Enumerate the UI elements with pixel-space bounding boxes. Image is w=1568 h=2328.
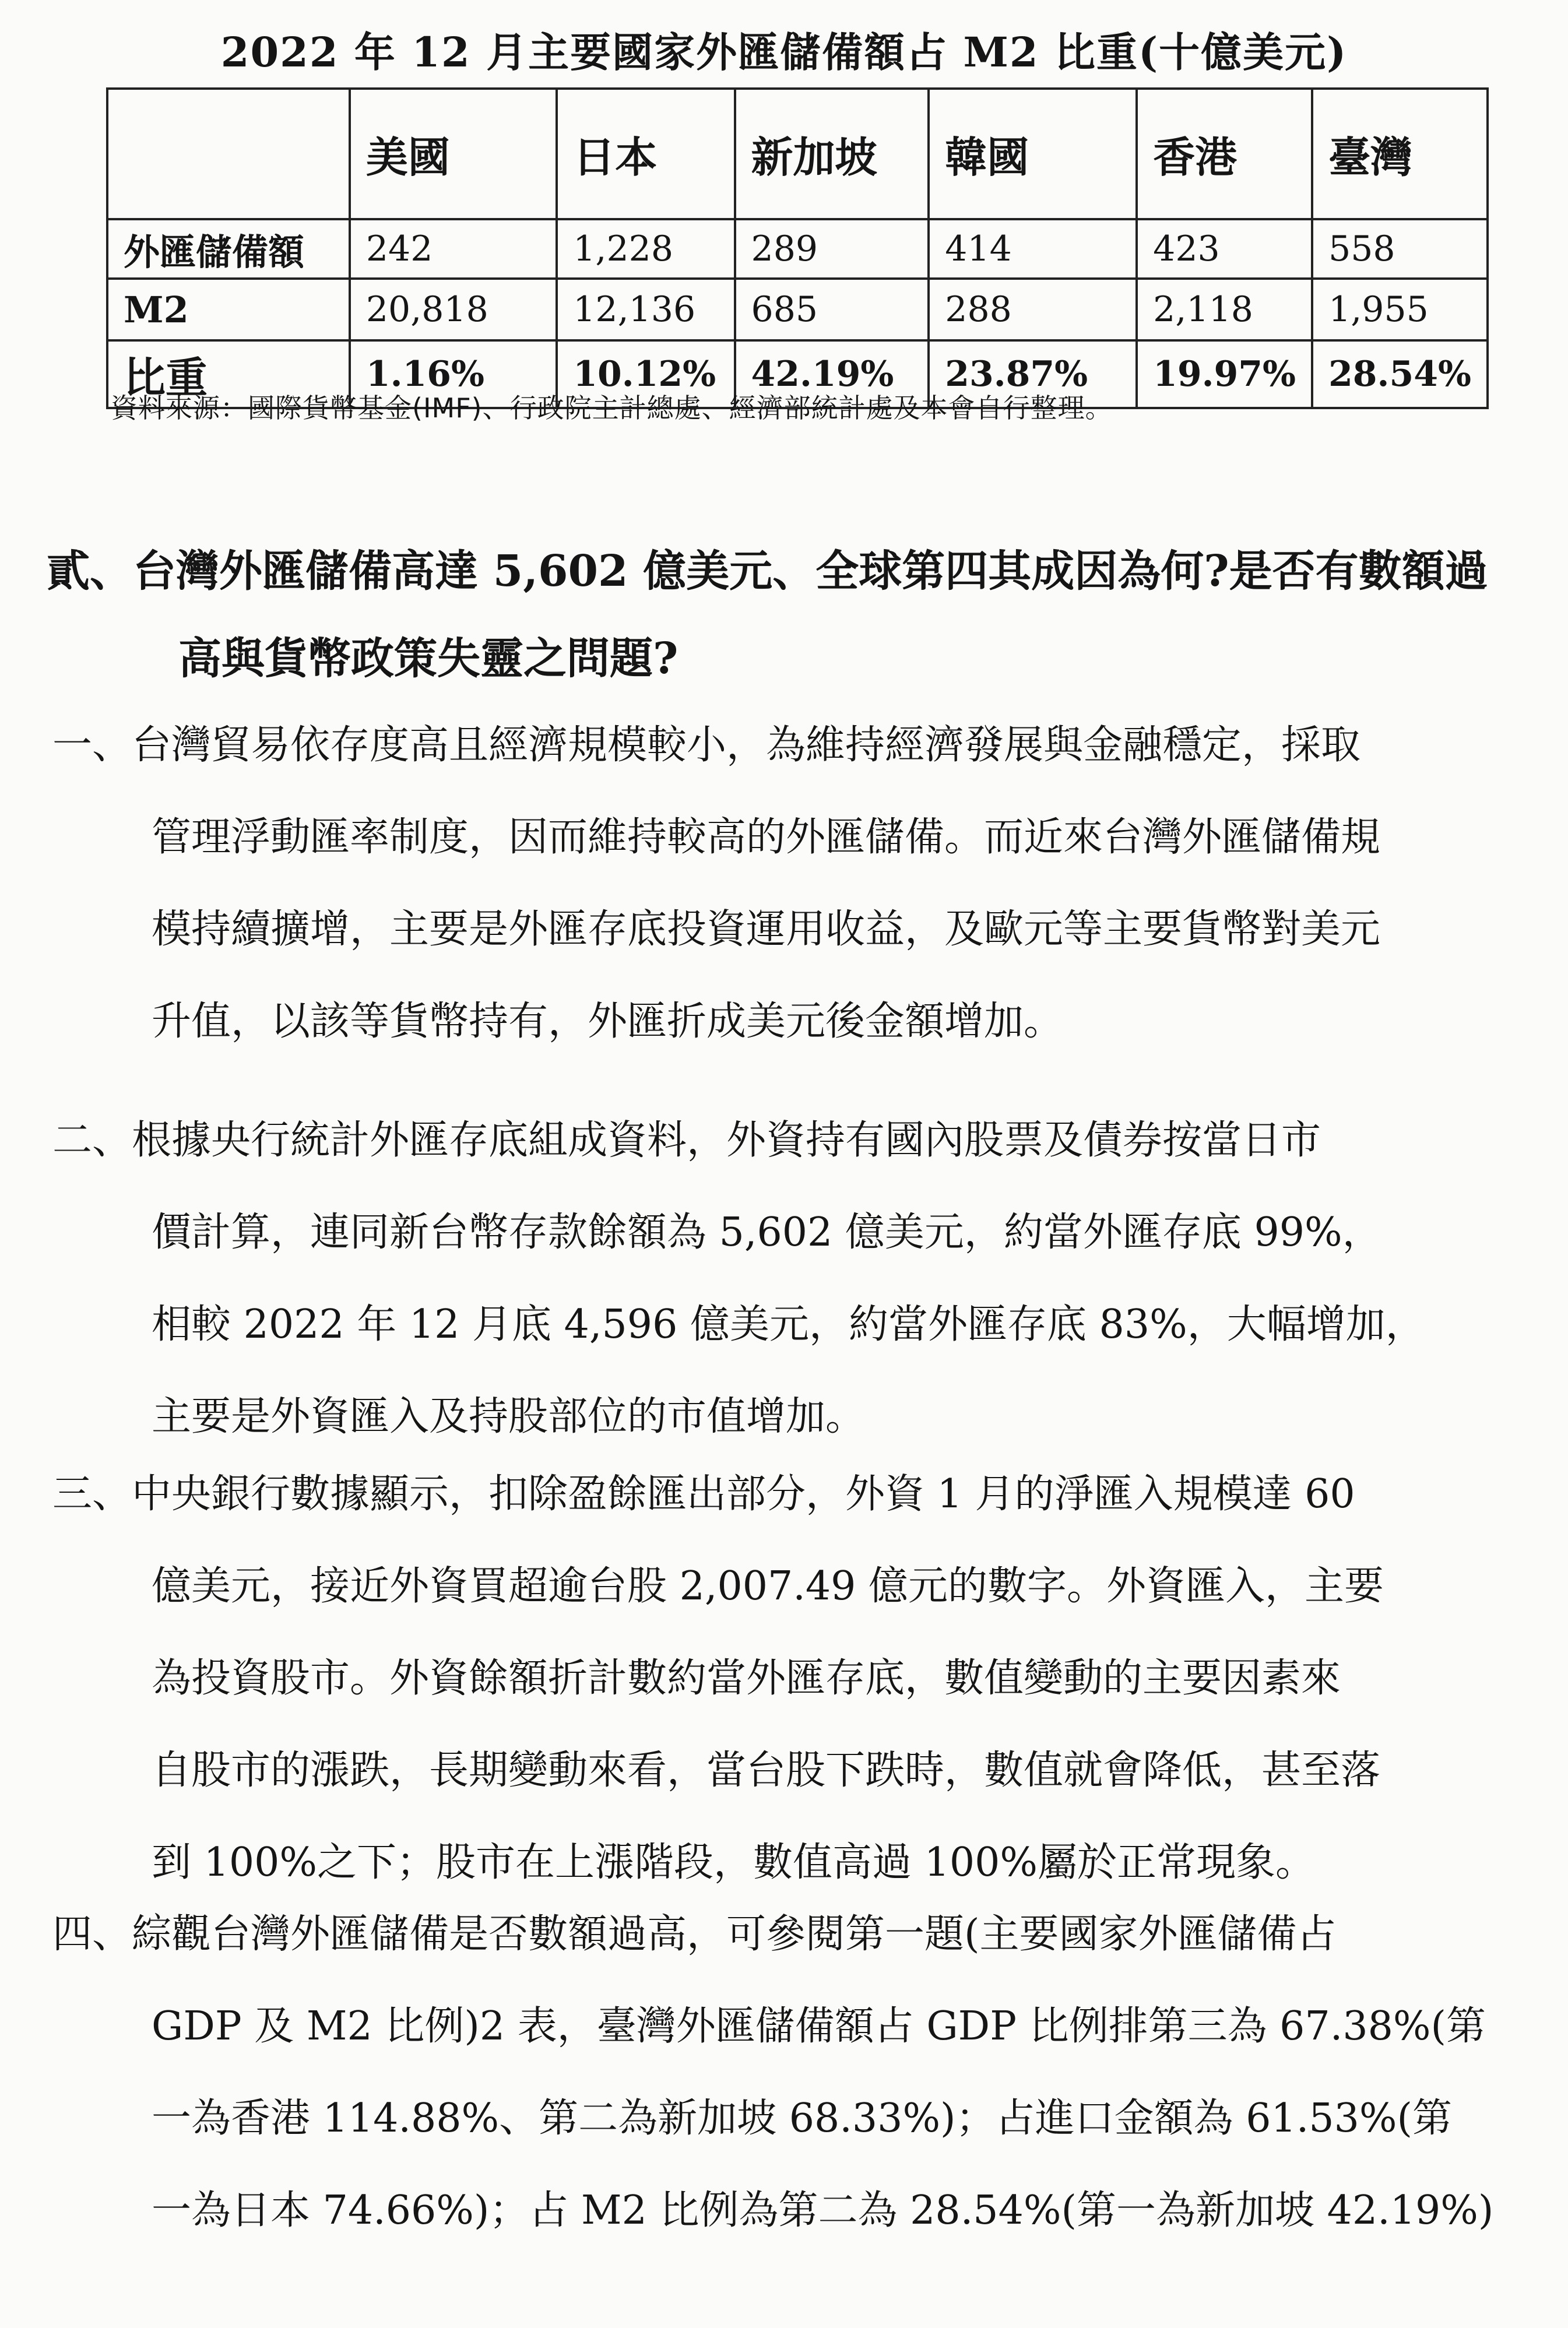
table-cell: 42.19% — [735, 340, 929, 408]
heading-line: 貳、台灣外匯儲備高達 5,602 億美元、全球第四其成因為何?是否有數額過 — [47, 546, 1488, 596]
table-cell: 28.54% — [1312, 340, 1488, 408]
table-cell: 19.97% — [1137, 340, 1312, 408]
table-source-note: 資料來源：國際貨幣基金(IMF)、行政院主計總處、經濟部統計處及本會自行整理。 — [111, 392, 1113, 424]
table-header-row — [107, 89, 1488, 219]
paragraph-line: 四、綜觀台灣外匯儲備是否數額過高，可參閱第一題(主要國家外匯儲備占 — [52, 1911, 1337, 1957]
header-cell-taiwan: 臺灣 — [1312, 89, 1488, 219]
table-cell: 1,955 — [1312, 279, 1488, 340]
heading-line: 高與貨幣政策失靈之問題? — [178, 634, 678, 684]
table-row — [107, 279, 1488, 340]
paragraph-line: 價計算，連同新台幣存款餘額為 5,602 億美元，約當外匯存底 99%， — [152, 1209, 1382, 1256]
paragraph-line: 相較 2022 年 12 月底 4,596 億美元，約當外匯存底 83%，大幅增加， — [152, 1302, 1425, 1348]
table-cell: 2,118 — [1137, 279, 1312, 340]
table-title: 2022 年 12 月主要國家外匯儲備額占 M2 比重(十億美元) — [220, 28, 1348, 76]
paragraph-line: 三、中央銀行數據顯示，扣除盈餘匯出部分，外資 1 月的淨匯入規模達 60 — [52, 1471, 1355, 1517]
paragraph-line: 一、台灣貿易依存度高且經濟規模較小，為維持經濟發展與金融穩定，採取 — [52, 722, 1361, 768]
paragraph-item-2 — [52, 1095, 1551, 1463]
table-cell: 423 — [1137, 219, 1312, 279]
paragraph-line: 二、根據央行統計外匯存底組成資料，外資持有國內股票及債券按當日市 — [52, 1117, 1321, 1163]
paragraph-line: 主要是外資匯入及持股部位的市值增加。 — [152, 1394, 866, 1440]
table-row — [107, 219, 1488, 279]
paragraph-item-3 — [52, 1448, 1551, 1909]
paragraph-line: 為投資股市。外資餘額折計數約當外匯存底，數值變動的主要因素來 — [152, 1655, 1341, 1701]
section-heading — [47, 528, 1539, 702]
table-cell: 20,818 — [350, 279, 557, 340]
paragraph-line: 管理浮動匯率制度，因而維持較高的外匯儲備。而近來台灣外匯儲備規 — [152, 814, 1381, 860]
paragraph-line: 模持續擴增，主要是外匯存底投資運用收益，及歐元等主要貨幣對美元 — [152, 906, 1381, 952]
header-cell-usa: 美國 — [350, 89, 557, 219]
row-label-ratio: 比重 — [107, 340, 350, 408]
paragraph-item-1 — [52, 699, 1551, 1068]
header-cell-singapore: 新加坡 — [735, 89, 929, 219]
table-cell: 10.12% — [557, 340, 734, 408]
table-cell: 558 — [1312, 219, 1488, 279]
paragraph-line: 億美元，接近外資買超逾台股 2,007.49 億元的數字。外資匯入，主要 — [152, 1563, 1384, 1609]
table-cell: 1,228 — [557, 219, 734, 279]
paragraph-line: GDP 及 M2 比例)2 表，臺灣外匯儲備額占 GDP 比例排第三為 67.38%(第 — [152, 2003, 1486, 2049]
paragraph-line: 自股市的漲跌，長期變動來看，當台股下跌時，數值就會降低，甚至落 — [152, 1747, 1381, 1794]
header-cell-japan: 日本 — [557, 89, 734, 219]
row-label-reserves: 外匯儲備額 — [107, 219, 350, 279]
header-cell-korea: 韓國 — [929, 89, 1137, 219]
fx-reserve-table — [106, 87, 1489, 409]
table-cell: 288 — [929, 279, 1137, 340]
table-cell: 685 — [735, 279, 929, 340]
paragraph-item-4 — [52, 1889, 1551, 2257]
header-cell-hongkong: 香港 — [1137, 89, 1312, 219]
table-cell: 289 — [735, 219, 929, 279]
table-cell: 12,136 — [557, 279, 734, 340]
paragraph-line: 一為香港 114.88%、第二為新加坡 68.33%)；占進口金額為 61.53%(第 — [152, 2095, 1453, 2141]
table-cell: 242 — [350, 219, 557, 279]
table-cell: 1.16% — [350, 340, 557, 408]
header-cell-empty — [107, 89, 350, 219]
row-label-m2: M2 — [107, 279, 350, 340]
paragraph-line: 一為日本 74.66%)；占 M2 比例為第二為 28.54%(第一為新加坡 42.19%) — [152, 2188, 1494, 2234]
paragraph-line: 到 100%之下；股市在上漲階段，數值高過 100%屬於正常現象。 — [152, 1840, 1316, 1886]
paragraph-line: 升值，以該等貨幣持有，外匯折成美元後金額增加。 — [152, 998, 1064, 1045]
table-cell: 414 — [929, 219, 1137, 279]
table-cell: 23.87% — [929, 340, 1137, 408]
